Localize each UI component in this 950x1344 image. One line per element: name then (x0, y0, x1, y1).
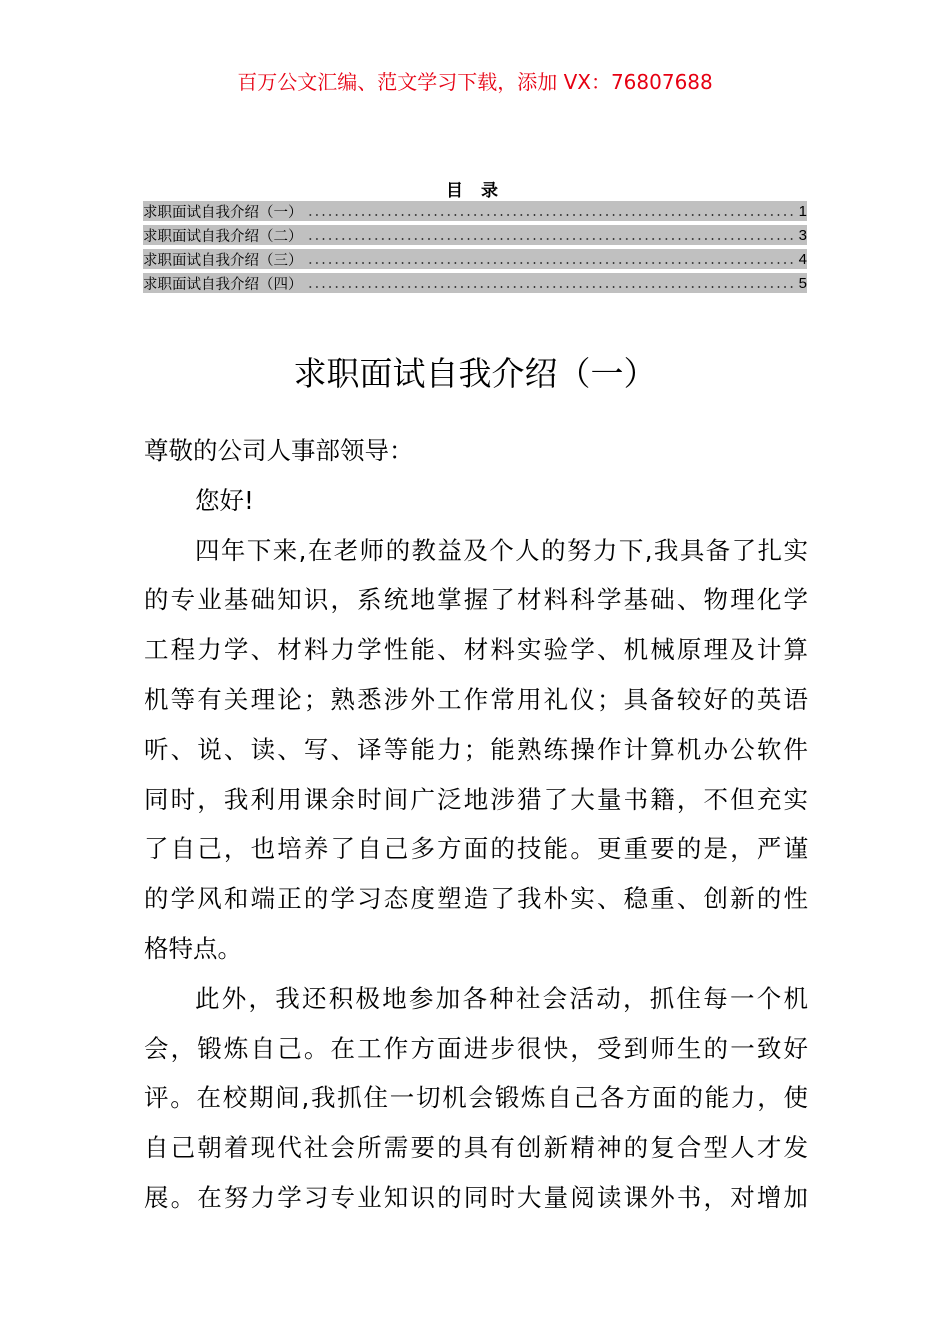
toc-entry[interactable] (143, 225, 807, 245)
toc-dot-leader (307, 249, 797, 269)
toc-entry[interactable] (143, 201, 807, 221)
paragraph-line: 此外，我还积极地参加各种社会活动，抓住每一个机 (195, 983, 808, 1013)
paragraph-line: 机等有关理论；熟悉涉外工作常用礼仪；具备较好的英语 (144, 684, 808, 714)
paragraph-line: 自己朝着现代社会所需要的具有创新精神的复合型人才发 (144, 1133, 808, 1163)
greeting: 您好! (195, 485, 254, 515)
section-title: 求职面试自我介绍（一） (293, 354, 657, 394)
paragraph-line: 展。在努力学习专业知识的同时大量阅读课外书，对增加 (144, 1182, 808, 1212)
paragraph-line: 的学风和端正的学习态度塑造了我朴实、稳重、创新的性 (144, 884, 808, 914)
toc-entry-label: 求职面试自我介绍（四） (143, 273, 307, 293)
toc-heading: 目 录 (446, 181, 504, 201)
toc-dot-leader (307, 225, 797, 245)
toc-entry-label: 求职面试自我介绍（三） (143, 249, 307, 269)
paragraph-line: 评。在校期间,我抓住一切机会锻炼自己各方面的能力，使 (144, 1083, 808, 1113)
paragraph-line: 了自己，也培养了自己多方面的技能。更重要的是，严谨 (144, 834, 808, 864)
toc-entry-page: 5 (798, 274, 807, 292)
paragraph-line: 格特点。 (144, 933, 242, 963)
paragraph-line: 工程力学、材料力学性能、材料实验学、机械原理及计算 (144, 635, 808, 665)
toc-dot-leader (307, 273, 797, 293)
toc-entry[interactable] (143, 273, 807, 293)
paragraph-line: 听、说、读、写、译等能力；能熟练操作计算机办公软件 (144, 734, 808, 764)
table-of-contents (143, 201, 807, 297)
paragraph-line: 会，锻炼自己。在工作方面进步很快，受到师生的一致好 (144, 1033, 808, 1063)
toc-entry-page: 3 (798, 226, 807, 244)
toc-entry-page: 4 (798, 250, 807, 268)
salutation: 尊敬的公司人事部领导： (144, 436, 414, 465)
document-body (144, 426, 808, 1223)
toc-entry-page: 1 (798, 202, 807, 220)
paragraph-line: 同时，我利用课余时间广泛地涉猎了大量书籍，不但充实 (144, 784, 808, 814)
toc-entry-label: 求职面试自我介绍（一） (143, 201, 307, 221)
toc-entry-label: 求职面试自我介绍（二） (143, 225, 307, 245)
toc-entry[interactable] (143, 249, 807, 269)
toc-dot-leader (307, 201, 797, 221)
paragraph-line: 四年下来,在老师的教益及个人的努力下,我具备了扎实 (195, 535, 808, 565)
watermark-banner: 百万公文汇编、范文学习下载，添加 VX：76807688 (237, 70, 713, 94)
paragraph-line: 的专业基础知识，系统地掌握了材料科学基础、物理化学 (144, 585, 808, 615)
